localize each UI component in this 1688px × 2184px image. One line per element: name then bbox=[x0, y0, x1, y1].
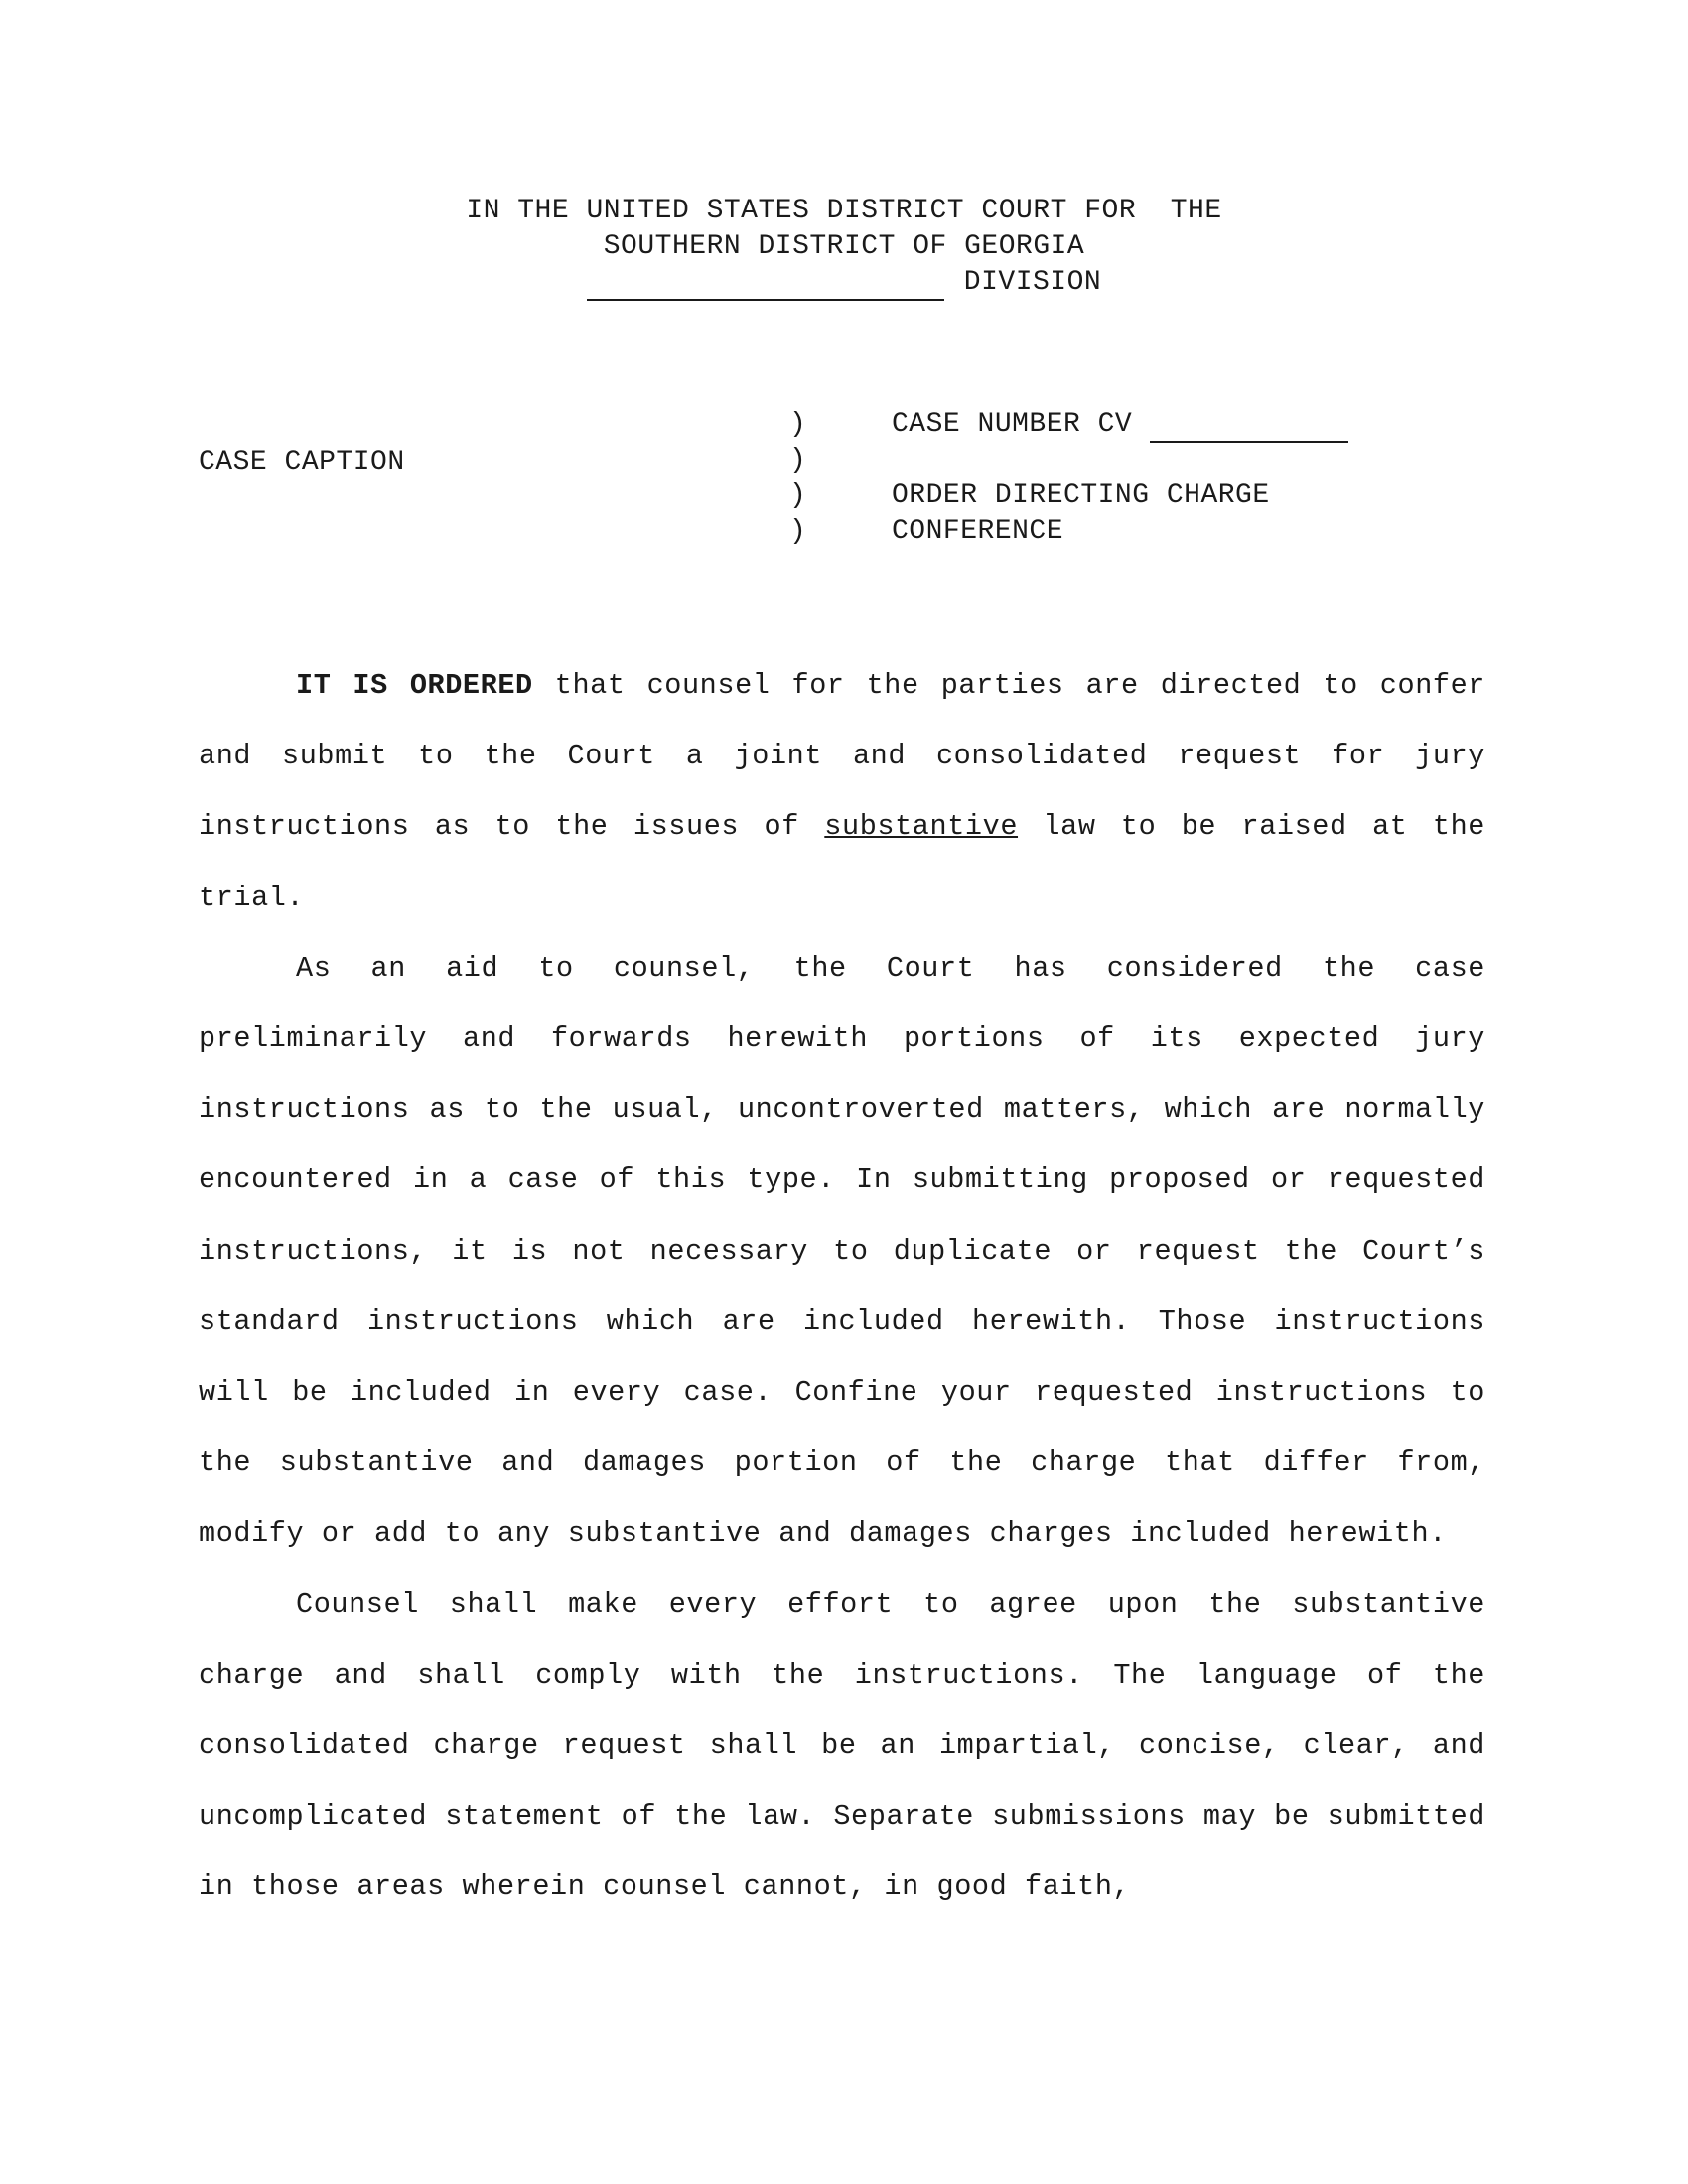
division-blank bbox=[587, 273, 944, 301]
case-info bbox=[892, 407, 1348, 550]
spacer-line bbox=[892, 443, 1348, 478]
paren: ) bbox=[789, 409, 806, 440]
order-body bbox=[199, 650, 1485, 1923]
case-number-label: CASE NUMBER CV bbox=[892, 409, 1133, 440]
division-label: DIVISION bbox=[963, 267, 1102, 298]
case-number-line bbox=[892, 407, 1348, 443]
court-header bbox=[0, 194, 1688, 301]
paragraph-1-text-b: law to be raised at the trial. bbox=[199, 810, 1485, 914]
court-name-line: IN THE UNITED STATES DISTRICT COURT FOR THE bbox=[466, 196, 1222, 226]
caption-parens bbox=[789, 407, 819, 550]
order-title-line1: ORDER DIRECTING CHARGE bbox=[892, 480, 1270, 511]
order-title-line2: CONFERENCE bbox=[892, 516, 1064, 547]
paren: ) bbox=[789, 445, 806, 476]
paragraph-1-text-a: that counsel for the parties are directed to confer and submit to the Court a joint and consolidated request for jury instructions as to the issues of bbox=[199, 669, 1486, 844]
district-line: SOUTHERN DISTRICT OF GEORGIA bbox=[603, 231, 1085, 262]
case-caption-label: CASE CAPTION bbox=[199, 447, 405, 478]
paragraph-2: As an aid to counsel, the Court has considered the case preliminarily and forwards herewith portions of its expected jury instructions as to the usual, uncontroverted matters, which are normally encountered in a case of this type. In submitting proposed or requested instructions, it is not necessary to duplicate or request the Court’s standard instructions which are included herewith. Those instructions will be included in every case. Confine your requested instructions to the substantive and damages portion of the charge that differ from, modify or add to any substantive and damages charges included herewith. bbox=[199, 951, 1485, 1551]
paren: ) bbox=[789, 516, 806, 547]
division-line bbox=[0, 265, 1688, 301]
paragraph-1 bbox=[199, 650, 1485, 933]
case-caption-block bbox=[0, 407, 1688, 556]
paragraph-3: Counsel shall make every effort to agree upon the substantive charge and shall comply with the instructions. The language of the consolidated charge request shall be an impartial, concise, clear, and uncomplicated statement of the law. Separate submissions may be submitted in those areas wherein counsel cannot, in good faith, bbox=[199, 1587, 1485, 1904]
ordered-phrase: IT IS ORDERED bbox=[296, 669, 533, 702]
underlined-word: substantive bbox=[824, 810, 1019, 844]
paren: ) bbox=[789, 480, 806, 511]
case-number-blank bbox=[1150, 415, 1348, 443]
